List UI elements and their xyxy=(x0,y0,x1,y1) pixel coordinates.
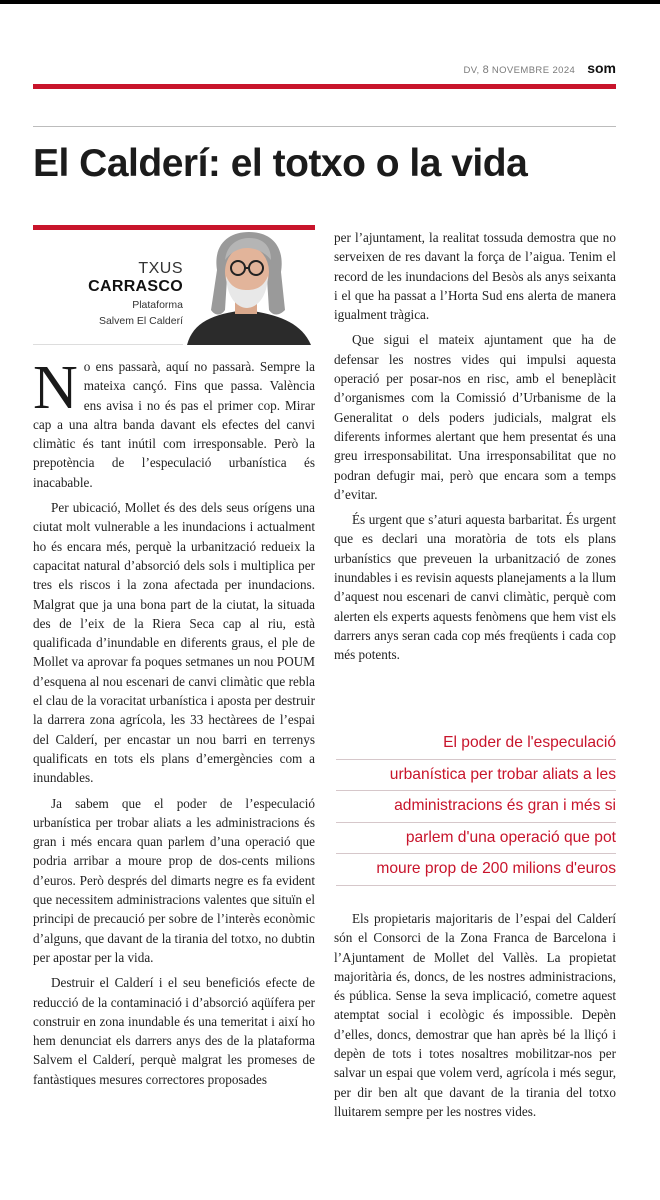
paragraph-7: És urgent que s’aturi aquesta barbaritat. És urgent que es declari una moratòria de tots els plans urbanístics que preveuen la urbanització de zones inundables i es revisin aquests planejaments a la llum d’aquest nou escenari de canvi climàtic, perquè com alerten els experts aquests fenòmens que hem vist els darrers anys seran cada cop més freqüents i cada cop més potents. xyxy=(334,512,616,663)
publication-name: som xyxy=(587,60,616,76)
author-portrait xyxy=(183,230,315,345)
pull-quote-line: El poder de l'especulació xyxy=(336,728,616,760)
date-weekday: DV, xyxy=(463,65,480,76)
header-gray-rule xyxy=(33,126,616,127)
author-role-line2: Salvem El Calderí xyxy=(98,315,183,327)
drop-cap: N xyxy=(33,354,78,422)
paragraph-2: Per ubicació, Mollet és des dels seus orígens una ciutat molt vulnerable a les inundacions i actualment ho és encara més, perquè la urbanització redueix la capacitat natural d’absorció dels sols i multiplica per tres els riscos i la zona afectada per inundacions. Malgrat que ja una bona part de la ciutat, la situada des de l’eix de la Riera Seca cap al riu, està qualificada d’inundable en diferents graus, el ple de Mollet va aprovar fa poques setmanes un nou POUM d’esquena al nou escenari de canvi climàtic que rebla el clau de la voracitat urbanística i aposta per destruir la darrera zona agrícola, les 33 hectàrees de l’espai del Calderí, per encastar un nou barri en terrenys qualificats en tots els plans d’emergències com a inundables. xyxy=(33,500,315,786)
pull-quote-line: moure prop de 200 milions d'euros xyxy=(336,854,616,886)
article-right-column xyxy=(334,228,616,671)
author-byline xyxy=(88,260,183,328)
article-left-column xyxy=(33,354,315,1095)
paragraph-3: Ja sabem que el poder de l’especulació urbanística per trobar aliats a les administracions és gran i més encara quan parlem d’una operació que podria arribar a moure prop de dos-cents milions d’euros. Però després del dimarts negre es fa evident que necessitem administracions valentes que situïn el principi de precaució per sobre de l’interès econòmic d’alguns, que davant de la tirania del totxo, no dubtin per apostar per la vida. xyxy=(33,795,315,965)
date-day: 8 xyxy=(482,64,489,76)
pull-quote xyxy=(336,728,616,886)
paragraph-1-text: o ens passarà, aquí no passarà. Sempre la mateixa cançó. Fins que passa. València ens avisa i no és pas el primer cop. Mirar cap a una altra banda davant els efectes del canvi climàtic és tant inútil com irresponsable. Però la prepotència de l’especulació urbanística és inacabable. xyxy=(33,359,315,490)
pull-quote-line: urbanística per trobar aliats a les xyxy=(336,760,616,792)
paragraph-1 xyxy=(33,354,315,492)
paragraph-8: Els propietaris majoritaris de l’espai del Calderí són el Consorci de la Zona Franca de Barcelona i l’Ajuntament de Mollet del Vallès. La propietat majoritària és, doncs, de les nostres administracions, és pública. Sense la seva implicació, cometre aquest atemptat social i ecològic és impossible. Depèn d’elles, doncs, demostrar que han après bé la lliçó i depèn de tots i totes nosaltres mobilitzar-nos per salvar un espai que volem verd, agrícola i més segur, per dir ben alt que davant de la tirania del totxo lluitarem sempre per les nostres vides. xyxy=(334,911,616,1119)
article-headline: El Calderí: el totxo o la vida xyxy=(33,142,528,185)
issue-date xyxy=(463,64,575,76)
dateline xyxy=(33,60,616,80)
date-month-year: NOVEMBRE 2024 xyxy=(491,65,576,76)
paragraph-5: per l’ajuntament, la realitat tossuda demostra que no serveixen de res davant la força de l’aigua. Tenim el record de les inundacions del Besòs als anys seixanta i el que ha passat a l’Horta Sud ens alerta de manera igualment tràgica. xyxy=(334,230,616,323)
paragraph-6: Que sigui el mateix ajuntament que ha de defensar les nostres vides qui impulsi aquesta operació per posar-nos en risc, amb el beneplàcit d’organismes com la Comissió d’Urbanisme de la Generalitat o dels poders judicials, malgrat els diferents informes alertant que hem presentat és una greu irresponsabilitat. Una irresponsabilitat que no podran defugir mai, però que encara som a temps d’evitar. xyxy=(334,332,616,502)
paragraph-4: Destruir el Calderí i el seu beneficiós efecte de reducció de la contaminació i d’absorció aqüífera per construir en zona inundable és una temeritat i així ho hem denunciat els darrers anys des de la plataforma Salvem el Calderí, perquè malgrat les promeses de fantàstiques mesures correctores proposades xyxy=(33,975,315,1087)
author-last-name: CARRASCO xyxy=(88,278,183,295)
pull-quote-line: administracions és gran i més si xyxy=(336,791,616,823)
top-black-bar xyxy=(0,0,660,4)
author-first-name: TXUS xyxy=(138,260,183,277)
author-box xyxy=(33,230,315,345)
author-role-line1: Plataforma xyxy=(132,299,183,311)
pull-quote-line: parlem d'una operació que pot xyxy=(336,823,616,855)
header-red-rule xyxy=(33,84,616,89)
article-right-column-end xyxy=(334,909,616,1127)
